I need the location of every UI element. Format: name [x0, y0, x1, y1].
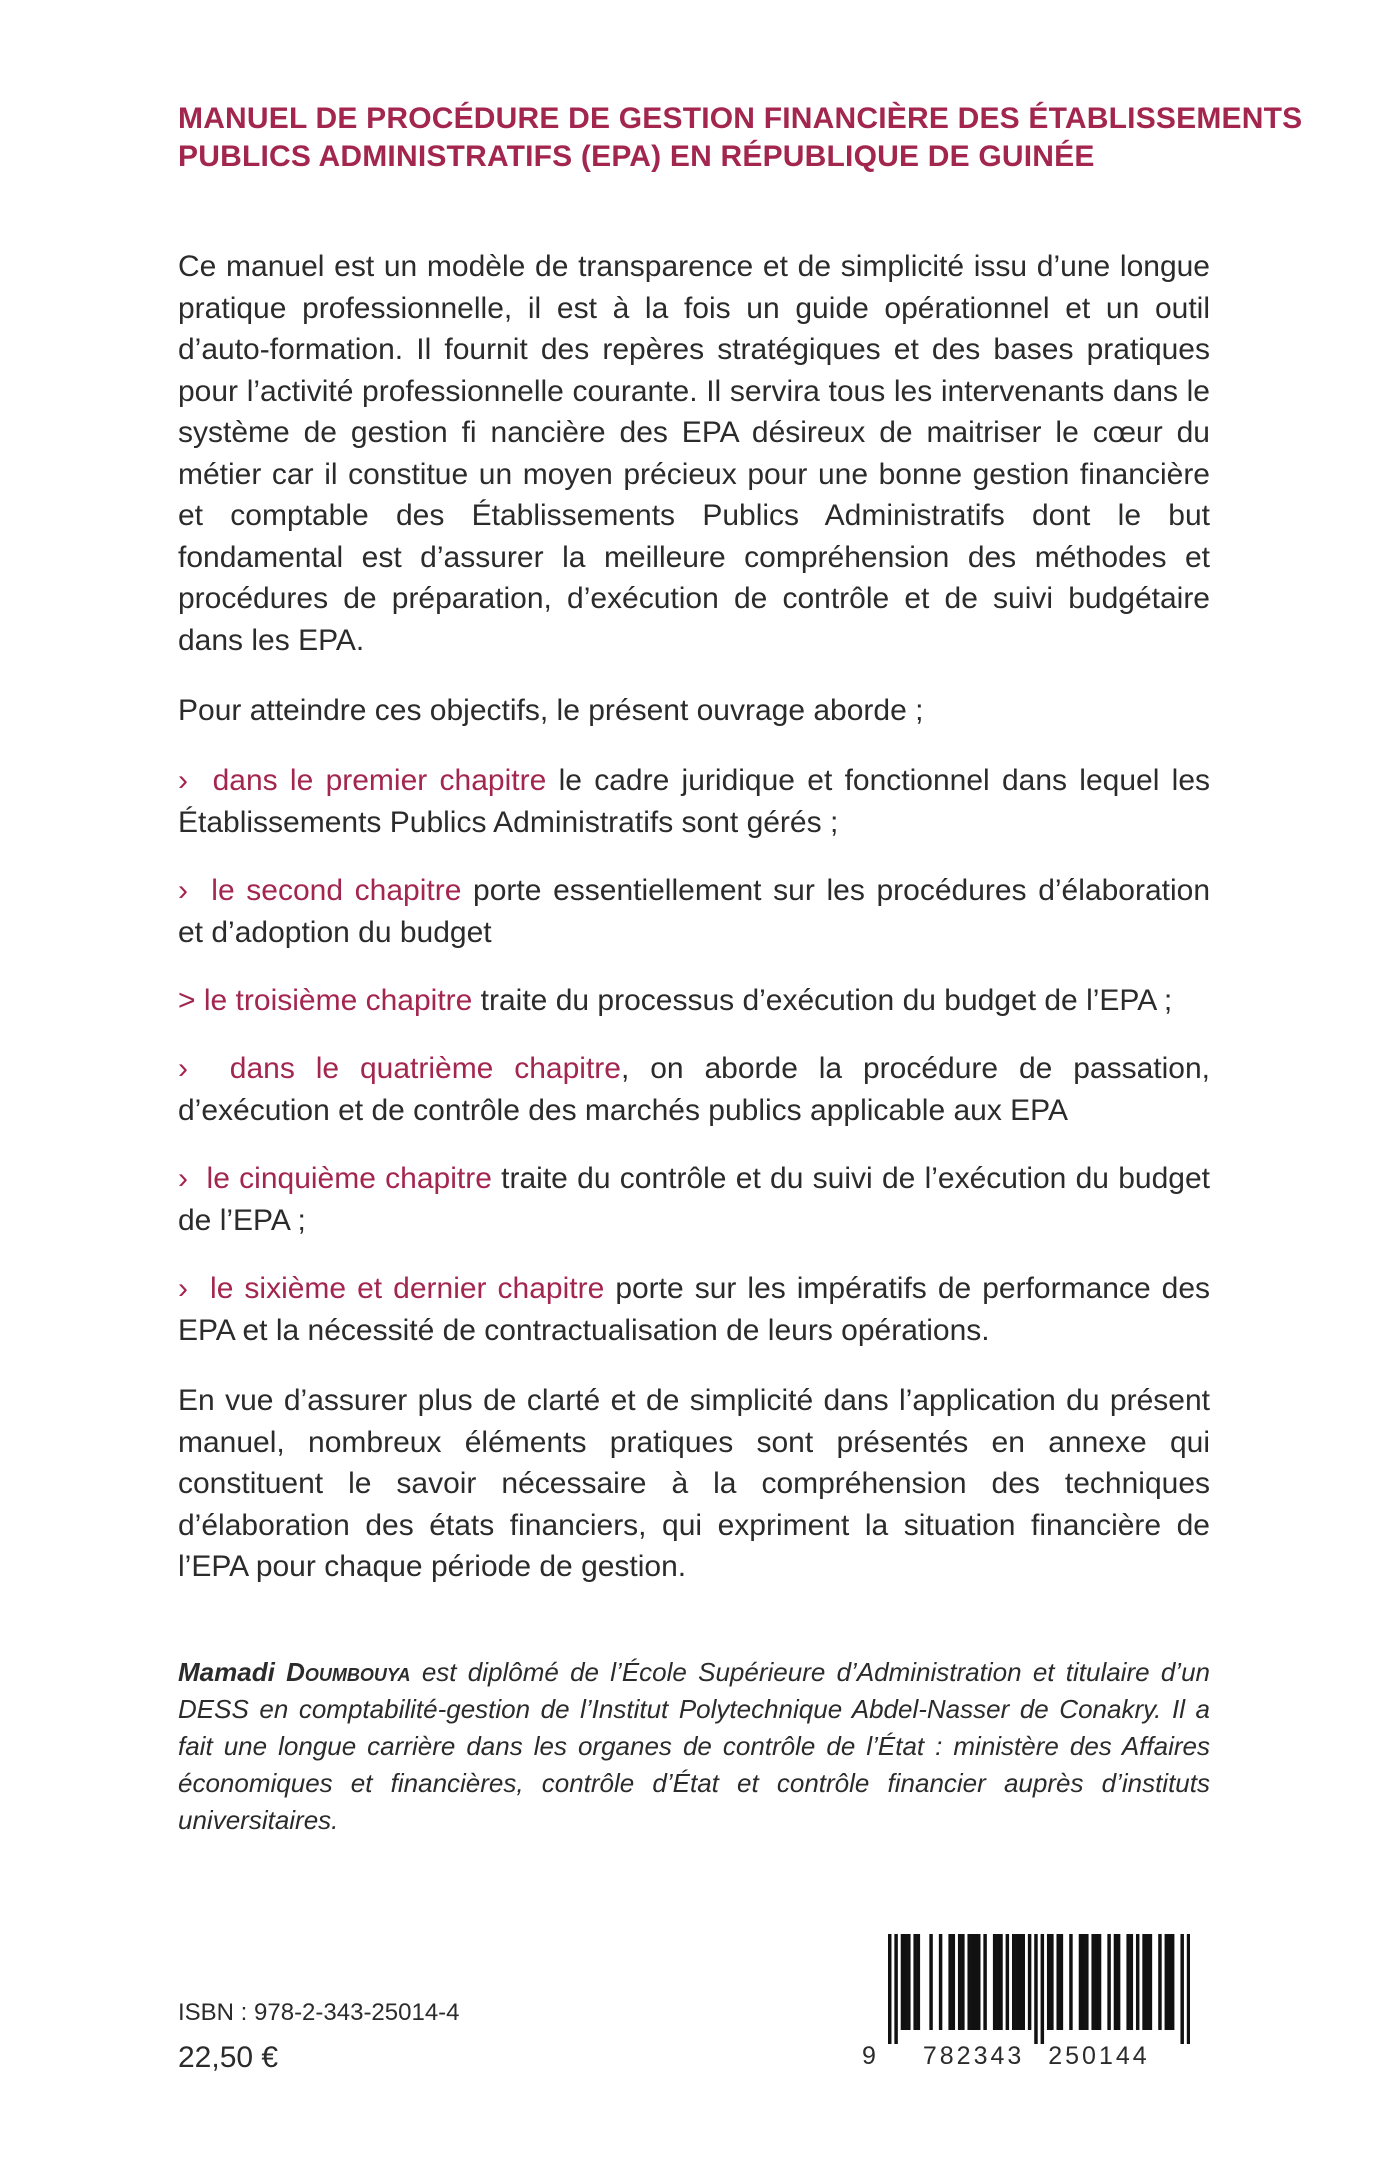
barcode-bar	[1069, 1934, 1072, 2030]
barcode-bar	[1022, 1934, 1025, 2030]
barcode-bar	[983, 1934, 986, 2030]
barcode-bar	[958, 1934, 961, 2030]
barcode-bar	[1028, 1934, 1031, 2030]
barcode-bar	[952, 1934, 955, 2030]
barcode-bar	[1145, 1934, 1148, 2030]
chevron-right-icon: ›	[178, 1052, 188, 1085]
barcode-first-digit: 9	[862, 2042, 879, 2070]
chevron-right-icon: ›	[178, 874, 188, 907]
book-title-line-2: PUBLICS ADMINISTRATIFS (EPA) EN RÉPUBLIQUE DE GUINÉE	[178, 140, 1095, 173]
barcode-bar	[1095, 1934, 1098, 2030]
barcode-bar	[1056, 1934, 1059, 2030]
barcode-bar	[967, 1934, 970, 2030]
chapter-text: traite du contrôle et du suivi de l’exécution du budget de l’EPA ;	[178, 1162, 1211, 1237]
barcode-bar	[1114, 1934, 1117, 2030]
barcode-group-1: 782343	[922, 2042, 1025, 2070]
barcode-number	[862, 2042, 1192, 2071]
barcode-bar	[1012, 1934, 1015, 2030]
barcode-bar	[1079, 1934, 1082, 2030]
barcode-bar	[996, 1934, 999, 2030]
barcode-bar	[1018, 1934, 1021, 2030]
author-first-name: Mamadi	[178, 1657, 275, 1687]
barcode-bar	[1091, 1934, 1094, 2030]
barcode-bar	[901, 1934, 904, 2030]
barcode-bar	[1187, 1934, 1190, 2044]
barcode-bar	[1171, 1934, 1174, 2030]
barcode-bar	[961, 1934, 964, 2030]
barcode-bar	[1142, 1934, 1145, 2030]
barcode-bar	[894, 1934, 897, 2044]
barcode-bar	[1130, 1934, 1133, 2030]
barcode-bar	[929, 1934, 932, 2030]
barcode-bar	[1060, 1934, 1063, 2030]
barcode-bar	[913, 1934, 916, 2030]
chapter-highlight: dans le premier chapitre	[212, 764, 547, 797]
chapter-item-5	[178, 1158, 1210, 1241]
intro-paragraph: Ce manuel est un modèle de transparence et de simplicité issu d’une longue pratique professionnelle, il est à la fois un guide opérationnel et un outil d’auto-formation. Il fournit des repères stratégiques et des bases pratiques pour l’activité professionnelle courante. Il servira tous les intervenants dans le système de gestion fi nancière des EPA désireux de maitriser le cœur du métier car il constitue un moyen précieux pour une bonne gestion financière et comptable des Établissements Publics Administratifs dont le but fondamental est d’assurer la meilleure compréhension des méthodes et procédures de préparation, d’exécution de contrôle et de suivi budgétaire dans les EPA.	[178, 250, 1210, 657]
chapter-highlight: le cinquième chapitre	[206, 1162, 492, 1195]
barcode-bar	[1158, 1934, 1161, 2030]
book-title	[178, 100, 1303, 176]
barcode-bar	[974, 1934, 977, 2030]
barcode-bar	[1015, 1934, 1018, 2030]
price: 22,50 €	[178, 2041, 279, 2074]
barcode-bar	[1034, 1934, 1037, 2044]
barcode-bar	[1047, 1934, 1050, 2030]
barcode-bar	[1006, 1934, 1009, 2030]
barcode-bar	[1082, 1934, 1085, 2030]
barcode-bar	[917, 1934, 920, 2030]
barcode-bar	[971, 1934, 974, 2030]
chapter-text: porte essentiellement sur les procédures d’élaboration et d’adoption du budget	[178, 874, 1210, 949]
chapter-text: , on aborde la procédure de passation, d’exécution et de contrôle des marchés publics applicable aux EPA	[178, 1052, 1210, 1127]
author-bio	[178, 1654, 1210, 1839]
barcode-bar	[999, 1934, 1002, 2030]
chapter-text: le cadre juridique et fonctionnel dans lequel les Établissements Publics Administratifs sont gérés ;	[178, 764, 1211, 839]
barcode-bar	[1041, 1934, 1044, 2044]
barcode-bar	[939, 1934, 942, 2030]
chapter-highlight: le second chapitre	[211, 874, 462, 907]
lead-paragraph: Pour atteindre ces objectifs, le présent ouvrage aborde ;	[178, 694, 924, 727]
barcode-bar	[904, 1934, 907, 2030]
barcode-bar	[1168, 1934, 1171, 2030]
closing-paragraph: En vue d’assurer plus de clarté et de simplicité dans l’application du présent manuel, nombreux éléments pratiques sont présentés en annexe qui constituent le savoir nécessaire à la compréhension des techniques d’élaboration des états financiers, qui expriment la situation financière de l’EPA pour chaque période de gestion.	[178, 1384, 1210, 1583]
chapter-item-3	[178, 980, 1210, 1022]
author-bio-text: est diplômé de l’École Supérieure d’Administration et titulaire d’un DESS en comptabilité-gestion de l’Institut Polytechnique Abdel-Nasser de Conakry. Il a fait une longue carrière dans les organes de contrôle de l’État : ministère des Affaires économiques et financières, contrôle d’État et contrôle financier auprès d’instituts universitaires.	[178, 1657, 1211, 1835]
barcode	[862, 1934, 1202, 2070]
chevron-right-icon: ›	[178, 764, 188, 797]
barcode-group-2: 250144	[1048, 2042, 1150, 2070]
chevron-right-icon: ›	[178, 1272, 188, 1305]
author-last-name: Doumbouya	[286, 1657, 411, 1687]
chapter-text: traite du processus d’exécution du budget de l’EPA ;	[472, 984, 1173, 1017]
chevron-right-icon: ›	[178, 1162, 188, 1195]
chapter-highlight: le troisième chapitre	[203, 984, 473, 1017]
chapter-text: porte sur les impératifs de performance des EPA et la nécessité de contractualisation de leurs opérations.	[178, 1272, 1211, 1347]
chevron-right-icon: >	[178, 984, 196, 1017]
barcode-bar	[1136, 1934, 1139, 2030]
barcode-bar	[1180, 1934, 1183, 2044]
barcode-bar	[1126, 1934, 1129, 2030]
barcode-bar	[1098, 1934, 1101, 2030]
isbn: ISBN : 978-2-343-25014-4	[178, 1999, 460, 2026]
barcode-bar	[1107, 1934, 1110, 2030]
chapter-item-6	[178, 1268, 1210, 1351]
chapter-item-2	[178, 870, 1210, 953]
barcode-bar	[1165, 1934, 1168, 2030]
book-title-line-1: MANUEL DE PROCÉDURE DE GESTION FINANCIÈRE DES ÉTABLISSEMENTS	[178, 102, 1303, 135]
barcode-bar	[888, 1934, 891, 2044]
chapter-item-4	[178, 1048, 1210, 1131]
chapter-highlight: le sixième et dernier chapitre	[210, 1272, 605, 1305]
barcode-bar	[1117, 1934, 1120, 2030]
barcode-bars	[888, 1934, 1190, 2044]
chapter-highlight: dans le quatrième chapitre	[229, 1052, 621, 1085]
barcode-bar	[1085, 1934, 1088, 2030]
barcode-bar	[977, 1934, 980, 2030]
barcode-bar	[1050, 1934, 1053, 2030]
barcode-bar	[993, 1934, 996, 2030]
barcode-bar	[907, 1934, 910, 2030]
barcode-bar	[1149, 1934, 1152, 2030]
chapter-item-1	[178, 760, 1210, 843]
barcode-bar	[948, 1934, 951, 2030]
